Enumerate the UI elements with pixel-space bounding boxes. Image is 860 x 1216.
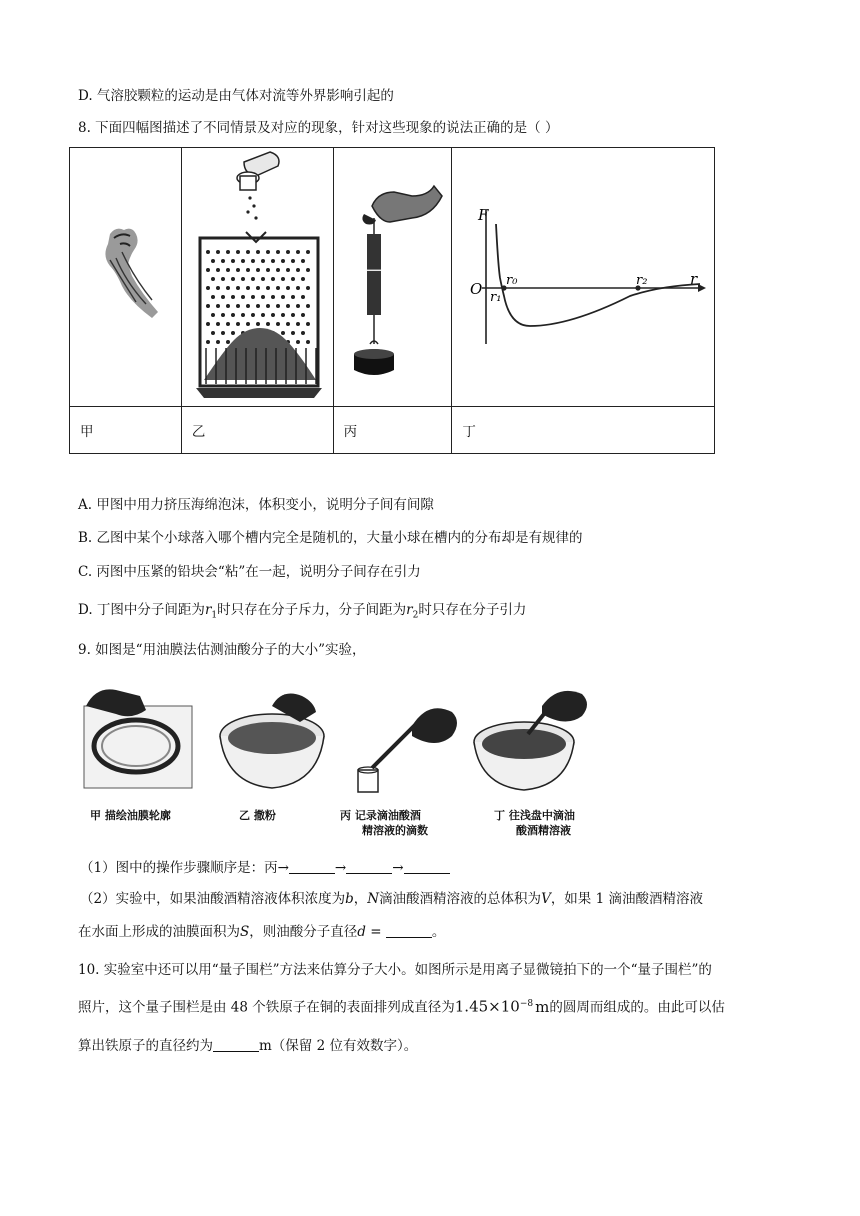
origin-label: O: [470, 280, 483, 298]
panel-label-jia: 甲: [70, 407, 182, 454]
q10-line2: 照片，这个量子围栏是由 48 个铁原子在铜的表面排列成直径为$1.45\times 10^{-8}$ m的圆周而组成的。由此可以估: [78, 997, 725, 1016]
step-caption-bing: 丙 记录滴油酸酒 精溶液的滴数: [340, 809, 428, 837]
q8-option-c: C. 丙图中压紧的铅块会“粘”在一起，说明分子间存在引力: [78, 564, 421, 580]
r2-label: r₂: [636, 273, 648, 288]
step-caption-yi: 乙 撒粉: [239, 809, 276, 822]
q8-figure-table: [69, 147, 715, 454]
q9-steps-figure: [76, 686, 616, 836]
q10-line1: 10. 实验室中还可以用“量子围栏”方法来估算分子大小。如图所示是用离子显微镜拍下的一个“量子围栏”的: [78, 962, 712, 978]
q8-stem: 8. 下面四幅图描述了不同情景及对应的现象，针对这些现象的说法正确的是（ ）: [78, 120, 559, 136]
panel-label-yi: 乙: [181, 407, 333, 454]
q9-sub2-line2: 在水面上形成的油膜面积为S，则油酸分子直径d = 。: [78, 924, 446, 940]
step-caption-jia: 甲 描绘油膜轮廓: [90, 809, 171, 822]
panel-label-ding: 丁: [452, 407, 715, 454]
panel-jia-image: [70, 148, 182, 407]
q9-sub2-line1: （2）实验中，如果油酸酒精溶液体积浓度为b，N滴油酸酒精溶液的总体积为V，如果 1 滴油酸酒精溶液: [80, 891, 703, 907]
blank-3[interactable]: [404, 859, 450, 874]
panel-label-bing: 丙: [333, 407, 452, 454]
q7-option-d: D. 气溶胶颗粒的运动是由气体对流等外界影响引起的: [78, 88, 394, 104]
q9-stem: 9. 如图是“用油膜法估测油酸分子的大小”实验，: [78, 642, 366, 658]
q9-sub1: （1）图中的操作步骤顺序是：丙→ → →: [80, 858, 450, 878]
panel-ding-graph: [452, 148, 715, 407]
q8-option-b: B. 乙图中某个小球落入哪个槽内完全是随机的，大量小球在槽内的分布却是有规律的: [78, 530, 583, 546]
q8-option-a: A. 甲图中用力挤压海绵泡沫，体积变小，说明分子间有间隙: [78, 497, 434, 513]
r0-label: r₀: [506, 273, 518, 288]
q8-option-d: D. 丁图中分子间距为$r_1$时只存在分子斥力，分子间距为$r_2$时只存在分子引力: [78, 602, 527, 621]
blank-iron-diameter[interactable]: [213, 1037, 259, 1052]
r1-label: r₁: [490, 290, 502, 305]
step-caption-ding: 丁 往浅盘中滴油 酸酒精溶液: [494, 809, 575, 837]
blank-diameter[interactable]: [386, 923, 432, 938]
y-axis-label: F: [478, 206, 489, 224]
blank-2[interactable]: [346, 859, 392, 874]
x-axis-label: r: [690, 270, 698, 288]
blank-1[interactable]: [289, 859, 335, 874]
panel-bing-image: [333, 148, 452, 407]
panel-yi-image: [181, 148, 333, 407]
q10-line3: 算出铁原子的直径约为 m（保留 2 位有效数字）。: [78, 1038, 418, 1054]
